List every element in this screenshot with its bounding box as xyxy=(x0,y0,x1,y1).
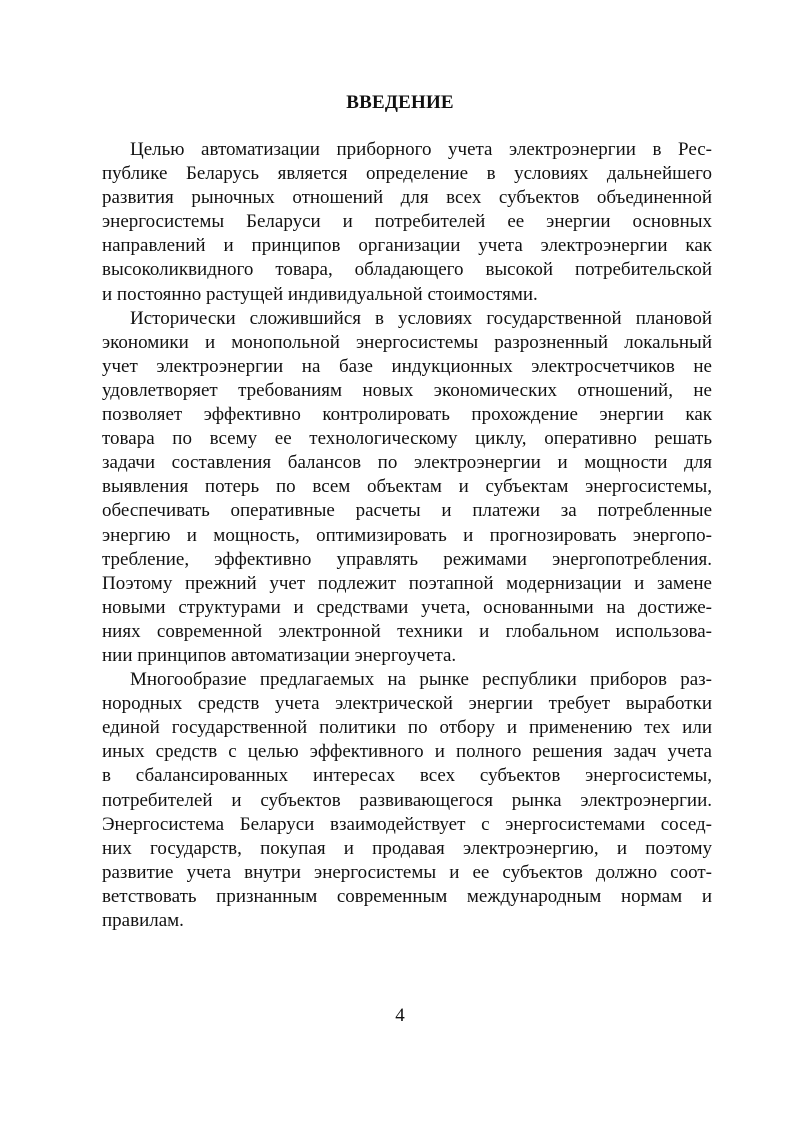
text-line: энергосистемы Беларуси и потребителей ее энергии основных xyxy=(102,211,712,233)
text-line: экономики и монопольной энергосистемы разрозненный локальный xyxy=(102,331,712,353)
paragraph xyxy=(102,307,712,668)
paragraph xyxy=(102,668,712,933)
text-line: позволяет эффективно контролировать прохождение энергии как xyxy=(102,404,712,426)
text-line: ниях современной электронной техники и глобальном использова- xyxy=(102,620,712,642)
text-line: Исторически сложившийся в условиях государственной плановой xyxy=(130,307,712,329)
text-line: иных средств с целью эффективного и полного решения задач учета xyxy=(102,741,712,763)
text-line: нии принципов автоматизации энергоучета. xyxy=(102,644,457,666)
text-line: учет электроэнергии на базе индукционных электросчетчиков не xyxy=(102,355,712,377)
text-line: высоколиквидного товара, обладающего высокой потребительской xyxy=(102,259,712,281)
page-number: 4 xyxy=(395,1005,405,1026)
text-line: потребителей и субъектов развивающегося рынка электроэнергии. xyxy=(102,789,712,811)
text-line: публике Беларусь является определение в условиях дальнейшего xyxy=(102,163,712,185)
text-line: развития рыночных отношений для всех субъектов объединенной xyxy=(102,187,712,209)
text-line: единой государственной политики по отбору и применению тех или xyxy=(102,717,712,739)
text-line: направлений и принципов организации учета электроэнергии как xyxy=(102,235,712,257)
text-line: Целью автоматизации приборного учета электроэнергии в Рес- xyxy=(130,139,712,160)
text-line: в сбалансированных интересах всех субъектов энергосистемы, xyxy=(102,765,712,787)
text-line: них государств, покупая и продавая электроэнергию, и поэтому xyxy=(102,837,712,859)
text-line: выявления потерь по всем объектам и субъектам энергосистемы, xyxy=(102,476,712,498)
text-line: энергию и мощность, оптимизировать и прогнозировать энергопо- xyxy=(102,524,712,546)
text-line: удовлетворяет требованиям новых экономических отношений, не xyxy=(102,379,712,401)
paragraph xyxy=(102,138,712,307)
text-line: требление, эффективно управлять режимами энергопотребления. xyxy=(102,548,712,570)
text-line: задачи составления балансов по электроэнергии и мощности для xyxy=(102,452,712,474)
text-line: Поэтому прежний учет подлежит поэтапной модернизации и замене xyxy=(102,572,712,594)
text-line: и постоянно растущей индивидуальной стоимостями. xyxy=(102,283,538,305)
text-line: Энергосистема Беларуси взаимодействует с энергосистемами сосед- xyxy=(102,813,712,835)
text-line: Многообразие предлагаемых на рынке республики приборов раз- xyxy=(130,669,712,691)
text-line: обеспечивать оперативные расчеты и платежи за потребленные xyxy=(102,500,712,522)
text-line: товара по всему ее технологическому циклу, оперативно решать xyxy=(102,428,712,450)
section-heading: ВВЕДЕНИЕ xyxy=(346,92,454,113)
body-text xyxy=(102,138,712,933)
text-line: новыми структурами и средствами учета, основанными на достиже- xyxy=(102,596,712,618)
text-line: нородных средств учета электрической энергии требует выработки xyxy=(102,693,712,715)
text-line: ветствовать признанным современным международным нормам и xyxy=(102,885,712,907)
text-line: правилам. xyxy=(102,910,184,931)
text-line: развитие учета внутри энергосистемы и ее субъектов должно соот- xyxy=(102,861,712,883)
